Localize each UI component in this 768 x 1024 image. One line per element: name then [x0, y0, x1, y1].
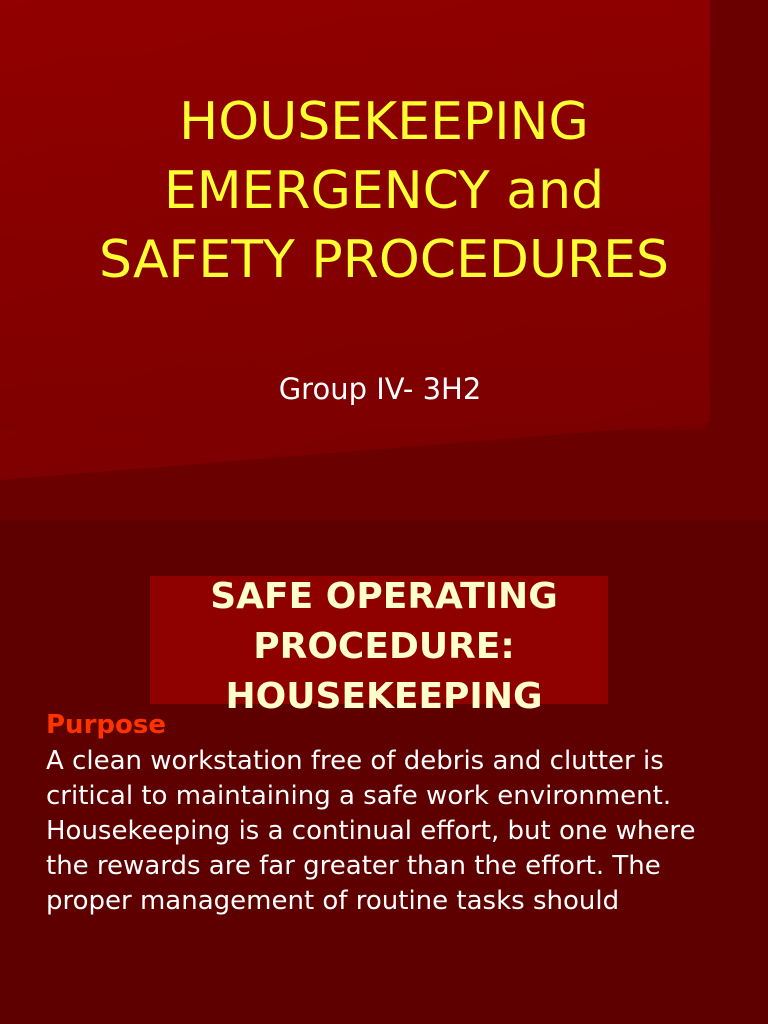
slide-heading [0, 572, 768, 722]
heading-line: PROCEDURE: [253, 626, 515, 667]
title-line: SAFETY PROCEDURES [98, 230, 670, 290]
title-line: HOUSEKEEPING [179, 92, 589, 152]
purpose-text [46, 746, 746, 921]
text-paragraph: A clean workstation free of debris and clutter is [46, 746, 664, 776]
text-paragraph: proper management of routine tasks should [46, 886, 620, 916]
text-paragraph: Housekeeping is a continual effort, but one where [46, 816, 696, 846]
heading-line: SAFE OPERATING [210, 576, 558, 617]
slide-title [0, 88, 768, 295]
text-paragraph: critical to maintaining a safe work environment. [46, 781, 672, 811]
slide-subtitle: Group IV- 3H2 [278, 372, 482, 406]
heading-line: HOUSEKEEPING [225, 676, 543, 717]
text-paragraph: the rewards are far greater than the effort. The [46, 851, 661, 881]
content-slide [0, 520, 768, 1024]
purpose-label: Purpose [46, 710, 166, 740]
title-line: EMERGENCY and [163, 161, 605, 221]
